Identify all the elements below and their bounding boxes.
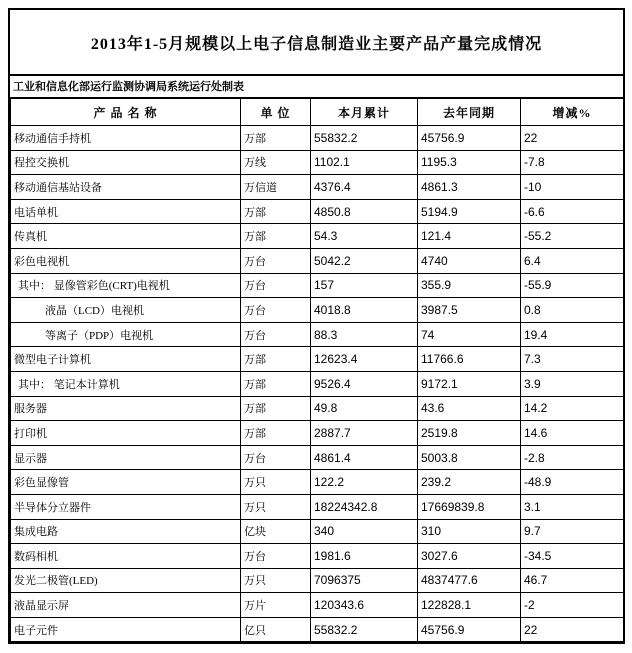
month-total-cell: 4850.8 xyxy=(311,199,418,224)
last-year-cell: 11766.6 xyxy=(418,347,521,372)
table-row xyxy=(11,298,624,323)
last-year-cell: 3027.6 xyxy=(418,544,521,569)
change-cell: 22 xyxy=(521,617,624,642)
product-name-cell: 液晶（LCD）电视机 xyxy=(11,298,241,323)
product-name-cell: 程控交换机 xyxy=(11,150,241,175)
product-name-cell: 移动通信基站设备 xyxy=(11,175,241,200)
table-row xyxy=(11,273,624,298)
month-total-cell: 120343.6 xyxy=(311,593,418,618)
table-row xyxy=(11,126,624,151)
unit-cell: 万片 xyxy=(241,593,311,618)
table-row xyxy=(11,568,624,593)
table-row xyxy=(11,445,624,470)
change-cell: -55.2 xyxy=(521,224,624,249)
unit-cell: 万部 xyxy=(241,126,311,151)
month-total-cell: 157 xyxy=(311,273,418,298)
unit-cell: 万台 xyxy=(241,273,311,298)
unit-cell: 万部 xyxy=(241,421,311,446)
last-year-cell: 122828.1 xyxy=(418,593,521,618)
table-row xyxy=(11,494,624,519)
change-cell: -34.5 xyxy=(521,544,624,569)
unit-cell: 万只 xyxy=(241,494,311,519)
last-year-cell: 355.9 xyxy=(418,273,521,298)
change-cell: 3.1 xyxy=(521,494,624,519)
month-total-cell: 1102.1 xyxy=(311,150,418,175)
table-row xyxy=(11,470,624,495)
last-year-cell: 239.2 xyxy=(418,470,521,495)
product-name-cell: 打印机 xyxy=(11,421,241,446)
unit-cell: 亿块 xyxy=(241,519,311,544)
last-year-cell: 2519.8 xyxy=(418,421,521,446)
month-total-cell: 55832.2 xyxy=(311,126,418,151)
month-total-cell: 122.2 xyxy=(311,470,418,495)
change-cell: -2 xyxy=(521,593,624,618)
change-cell: -55.9 xyxy=(521,273,624,298)
last-year-cell: 4861.3 xyxy=(418,175,521,200)
column-header-unit: 单 位 xyxy=(241,99,311,126)
month-total-cell: 4861.4 xyxy=(311,445,418,470)
product-name-cell: 数码相机 xyxy=(11,544,241,569)
change-cell: 19.4 xyxy=(521,322,624,347)
table-row xyxy=(11,347,624,372)
unit-cell: 亿只 xyxy=(241,617,311,642)
product-name-cell: 集成电路 xyxy=(11,519,241,544)
table-row xyxy=(11,248,624,273)
table-row xyxy=(11,617,624,642)
change-cell: -48.9 xyxy=(521,470,624,495)
source-note: 工业和信息化部运行监测协调局系统运行处制表 xyxy=(10,76,623,98)
last-year-cell: 4837477.6 xyxy=(418,568,521,593)
month-total-cell: 4018.8 xyxy=(311,298,418,323)
table-row xyxy=(11,199,624,224)
change-cell: -10 xyxy=(521,175,624,200)
product-name-cell: 等离子（PDP）电视机 xyxy=(11,322,241,347)
product-name-cell: 彩色显像管 xyxy=(11,470,241,495)
last-year-cell: 17669839.8 xyxy=(418,494,521,519)
product-name-cell: 传真机 xyxy=(11,224,241,249)
last-year-cell: 45756.9 xyxy=(418,617,521,642)
table-row xyxy=(11,371,624,396)
month-total-cell: 54.3 xyxy=(311,224,418,249)
table-row xyxy=(11,519,624,544)
report-sheet xyxy=(8,8,625,644)
month-total-cell: 88.3 xyxy=(311,322,418,347)
table-row xyxy=(11,322,624,347)
table-row xyxy=(11,150,624,175)
unit-cell: 万部 xyxy=(241,224,311,249)
page-title: 2013年1-5月规模以上电子信息制造业主要产品产量完成情况 xyxy=(10,10,623,76)
unit-cell: 万台 xyxy=(241,544,311,569)
change-cell: 9.7 xyxy=(521,519,624,544)
column-header-last-year: 去年同期 xyxy=(418,99,521,126)
unit-cell: 万只 xyxy=(241,470,311,495)
table-header-row xyxy=(11,99,624,126)
product-name-cell: 显示器 xyxy=(11,445,241,470)
product-name-cell: 电子元件 xyxy=(11,617,241,642)
last-year-cell: 5003.8 xyxy=(418,445,521,470)
unit-cell: 万只 xyxy=(241,568,311,593)
month-total-cell: 12623.4 xyxy=(311,347,418,372)
last-year-cell: 1195.3 xyxy=(418,150,521,175)
last-year-cell: 3987.5 xyxy=(418,298,521,323)
unit-cell: 万信道 xyxy=(241,175,311,200)
change-cell: -7.8 xyxy=(521,150,624,175)
last-year-cell: 9172.1 xyxy=(418,371,521,396)
month-total-cell: 340 xyxy=(311,519,418,544)
unit-cell: 万部 xyxy=(241,199,311,224)
unit-cell: 万台 xyxy=(241,248,311,273)
month-total-cell: 4376.4 xyxy=(311,175,418,200)
unit-cell: 万部 xyxy=(241,371,311,396)
product-name-cell: 服务器 xyxy=(11,396,241,421)
change-cell: -6.6 xyxy=(521,199,624,224)
change-cell: 46.7 xyxy=(521,568,624,593)
last-year-cell: 4740 xyxy=(418,248,521,273)
unit-cell: 万台 xyxy=(241,322,311,347)
unit-cell: 万台 xyxy=(241,298,311,323)
month-total-cell: 49.8 xyxy=(311,396,418,421)
table-row xyxy=(11,175,624,200)
column-header-product: 产 品 名 称 xyxy=(11,99,241,126)
month-total-cell: 7096375 xyxy=(311,568,418,593)
product-name-cell: 电话单机 xyxy=(11,199,241,224)
table-row xyxy=(11,224,624,249)
month-total-cell: 55832.2 xyxy=(311,617,418,642)
product-name-cell: 半导体分立器件 xyxy=(11,494,241,519)
change-cell: 14.6 xyxy=(521,421,624,446)
product-name-cell: 发光二极管(LED) xyxy=(11,568,241,593)
table-row xyxy=(11,544,624,569)
last-year-cell: 5194.9 xyxy=(418,199,521,224)
month-total-cell: 18224342.8 xyxy=(311,494,418,519)
change-cell: 3.9 xyxy=(521,371,624,396)
last-year-cell: 74 xyxy=(418,322,521,347)
unit-cell: 万部 xyxy=(241,396,311,421)
change-cell: 7.3 xyxy=(521,347,624,372)
unit-cell: 万台 xyxy=(241,445,311,470)
month-total-cell: 5042.2 xyxy=(311,248,418,273)
table-row xyxy=(11,421,624,446)
unit-cell: 万线 xyxy=(241,150,311,175)
table-row xyxy=(11,396,624,421)
table-row xyxy=(11,593,624,618)
month-total-cell: 2887.7 xyxy=(311,421,418,446)
column-header-change-pct: 增减% xyxy=(521,99,624,126)
product-name-cell: 移动通信手持机 xyxy=(11,126,241,151)
unit-cell: 万部 xyxy=(241,347,311,372)
last-year-cell: 121.4 xyxy=(418,224,521,249)
product-name-cell: 彩色电视机 xyxy=(11,248,241,273)
change-cell: 0.8 xyxy=(521,298,624,323)
product-name-cell: 微型电子计算机 xyxy=(11,347,241,372)
product-name-cell: 其中： 笔记本计算机 xyxy=(11,371,241,396)
month-total-cell: 9526.4 xyxy=(311,371,418,396)
last-year-cell: 43.6 xyxy=(418,396,521,421)
column-header-month-total: 本月累计 xyxy=(311,99,418,126)
change-cell: 6.4 xyxy=(521,248,624,273)
product-name-cell: 其中： 显像管彩色(CRT)电视机 xyxy=(11,273,241,298)
change-cell: 22 xyxy=(521,126,624,151)
change-cell: -2.8 xyxy=(521,445,624,470)
month-total-cell: 1981.6 xyxy=(311,544,418,569)
production-table xyxy=(10,98,624,642)
product-name-cell: 液晶显示屏 xyxy=(11,593,241,618)
last-year-cell: 310 xyxy=(418,519,521,544)
change-cell: 14.2 xyxy=(521,396,624,421)
last-year-cell: 45756.9 xyxy=(418,126,521,151)
